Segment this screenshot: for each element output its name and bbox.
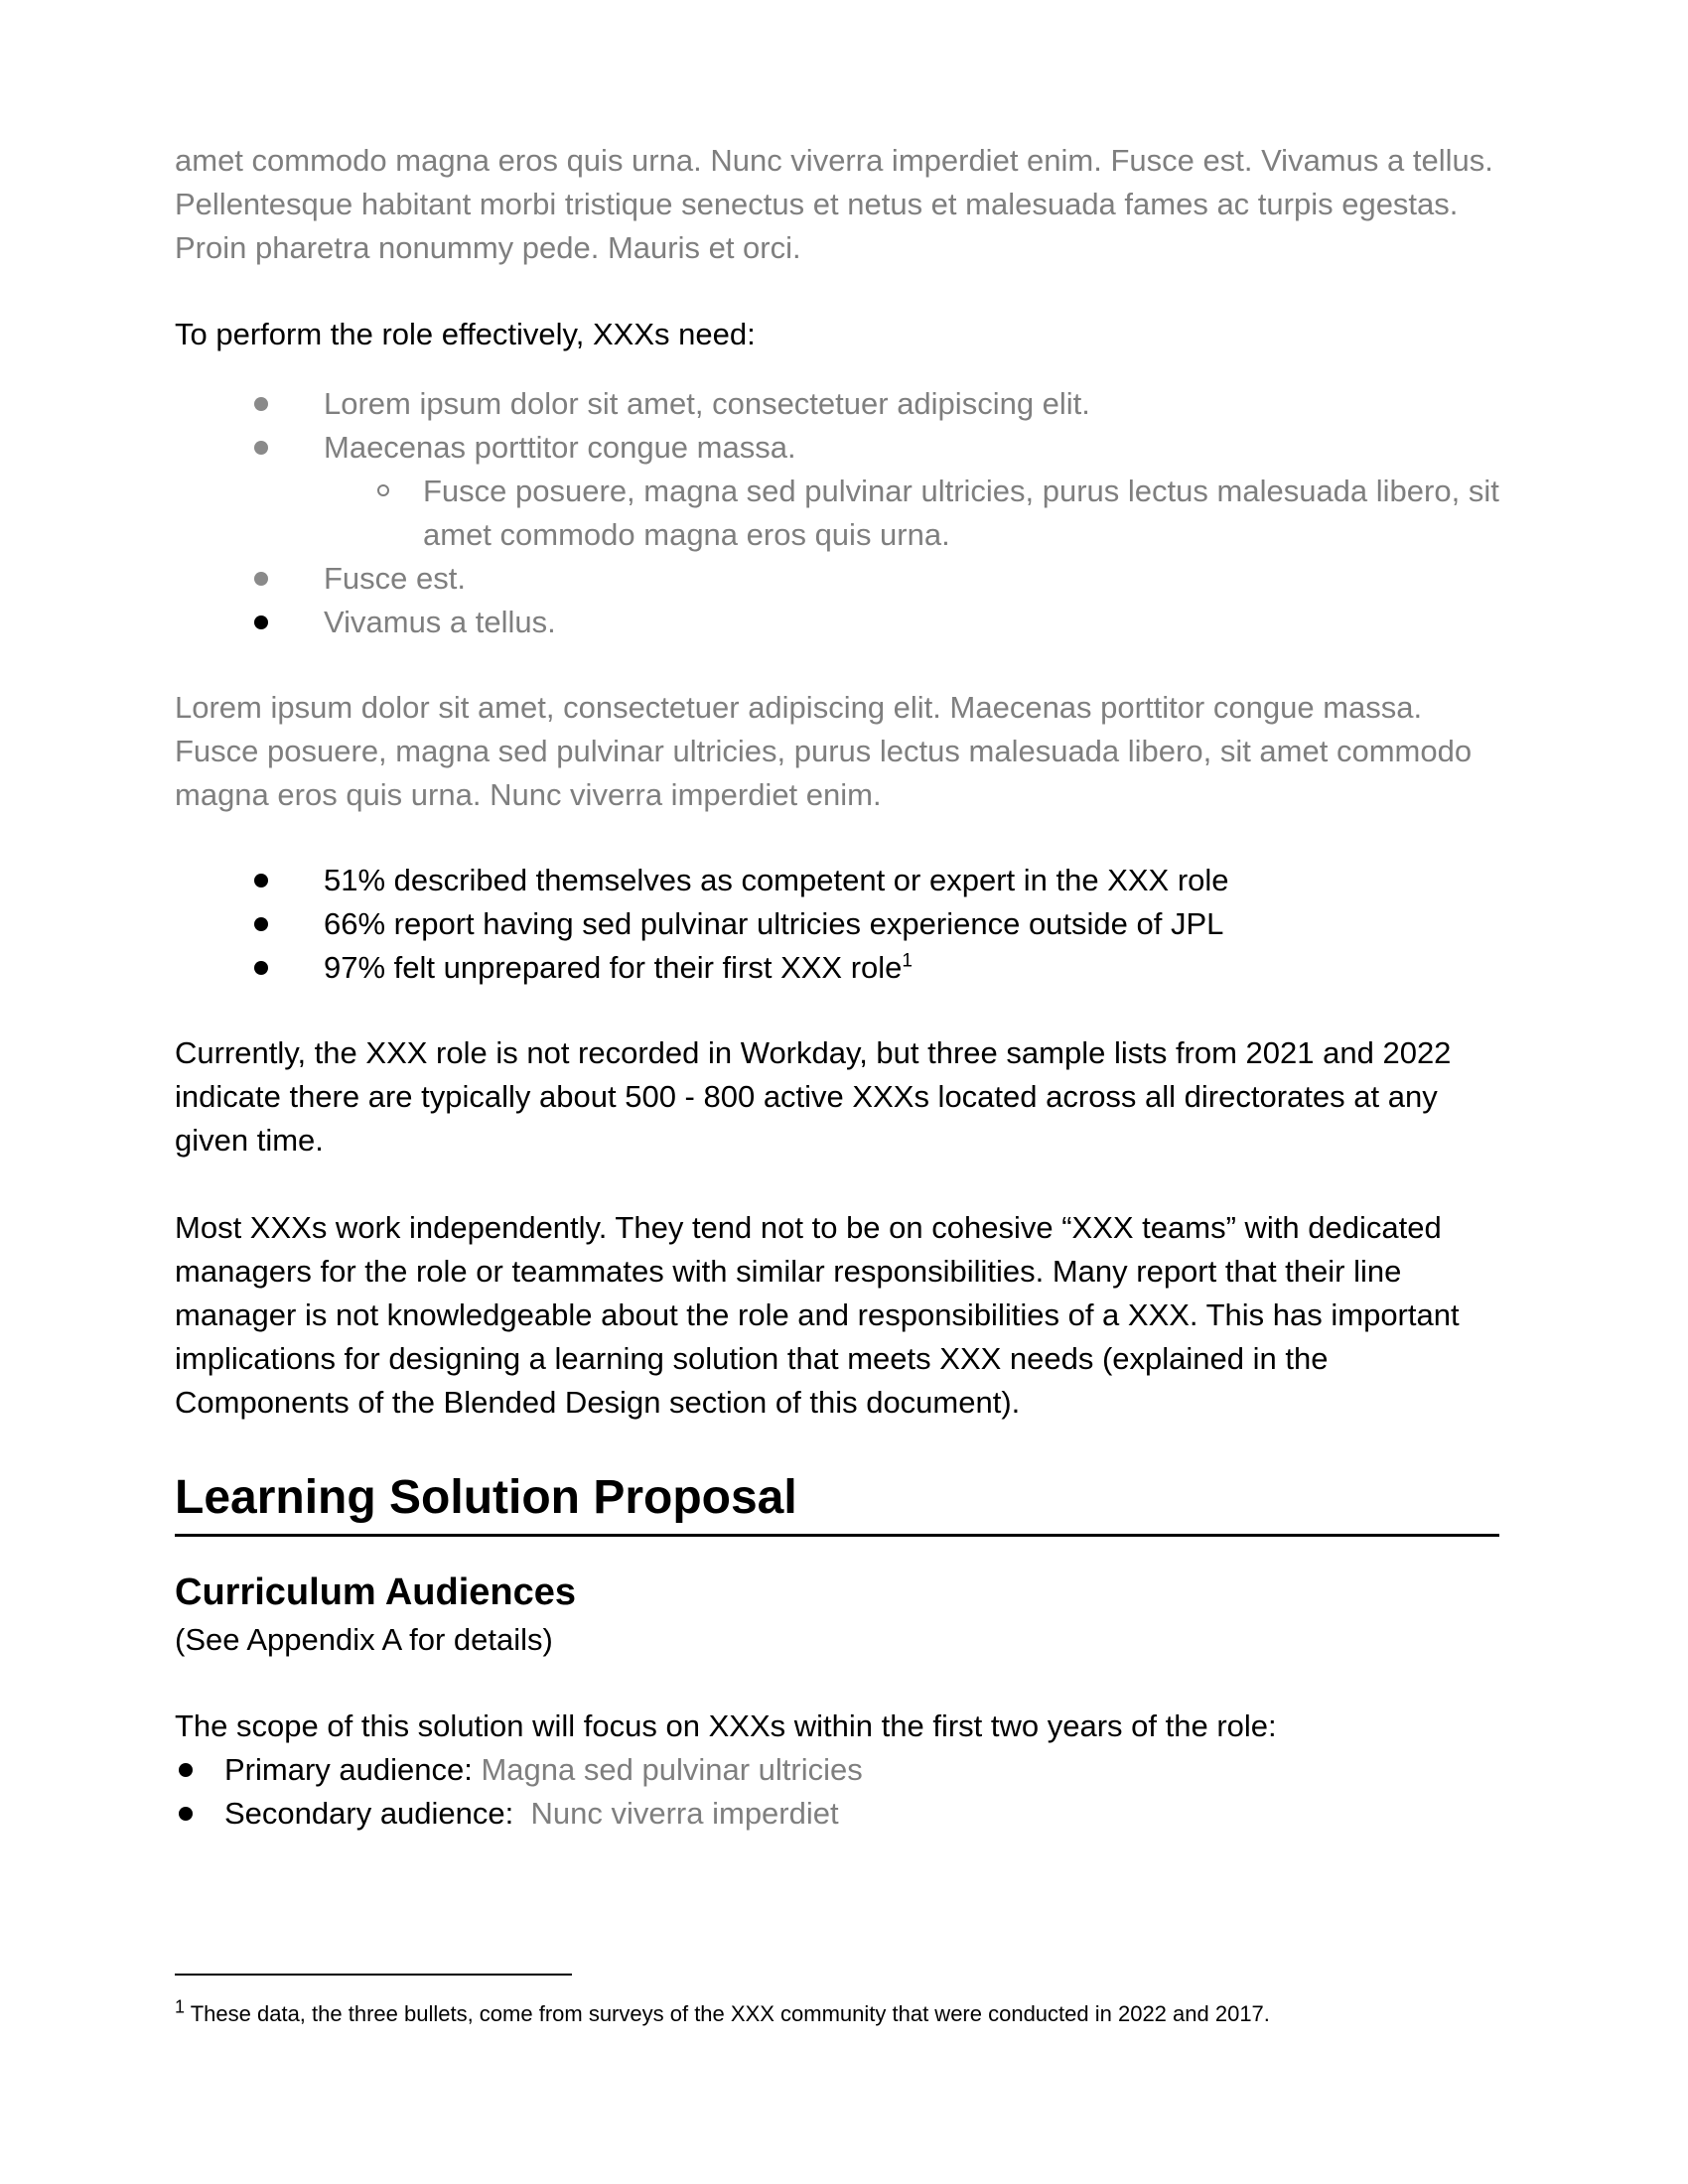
audience-list [175, 1748, 1505, 1836]
paragraph-role-count: Currently, the XXX role is not recorded in Workday, but three sample lists from 2021 and 2022 indicate there are typically about 500 - 800 active XXXs located across all directorates at any given time. [175, 1035, 1452, 1158]
list-item [175, 946, 1505, 990]
page-body [175, 139, 1505, 1836]
needs-list [175, 382, 1505, 644]
list-item-text: 97% felt unprepared for their first XXX role [324, 950, 903, 985]
list-item-text: Vivamus a tellus. [324, 605, 556, 639]
appendix-note: (See Appendix A for details) [175, 1622, 553, 1657]
section-heading: Learning Solution Proposal [175, 1468, 1499, 1537]
bullet-icon [254, 572, 268, 586]
list-item [175, 1748, 1505, 1792]
list-item [175, 426, 1505, 470]
bullet-icon [179, 1807, 193, 1821]
footnote-number: 1 [175, 1996, 186, 2017]
scope-intro: The scope of this solution will focus on XXXs within the first two years of the role: [175, 1708, 1277, 1743]
hollow-bullet-icon [377, 484, 389, 496]
paragraph-independence: Most XXXs work independently. They tend not to be on cohesive “XXX teams” with dedicated managers for the role or teammates with similar responsibilities. Many report that their line manager is not knowledgeable about the role and responsibilities of a XXX. This has important implications for designing a learning solution that meets XXX needs (explained in the Components of the Blended Design section of this document). [175, 1210, 1460, 1420]
list-item-text: Lorem ipsum dolor sit amet, consectetuer adipiscing elit. [324, 386, 1090, 421]
audience-value: Nunc viverra imperdiet [530, 1796, 839, 1831]
bullet-icon [254, 917, 268, 931]
bullet-icon [254, 397, 268, 411]
bullet-icon [254, 441, 268, 455]
footnote [175, 1997, 1505, 2031]
needs-intro: To perform the role effectively, XXXs need: [175, 317, 756, 351]
footnote-reference[interactable]: 1 [902, 950, 913, 972]
bullet-icon [254, 874, 268, 887]
paragraph-lorem-continued: amet commodo magna eros quis urna. Nunc viverra imperdiet enim. Fusce est. Vivamus a tellus. Pellentesque habitant morbi tristique senectus et netus et malesuada fames ac turpis egestas. Proin pharetra nonummy pede. Mauris et orci. [175, 143, 1493, 265]
audience-value: Magna sed pulvinar ultricies [481, 1752, 863, 1787]
list-item-text: Fusce est. [324, 561, 466, 596]
list-item [175, 859, 1505, 902]
list-item-text: Fusce posuere, magna sed pulvinar ultricies, purus lectus malesuada libero, sit amet commodo magna eros quis urna. [423, 474, 1499, 552]
audience-label: Secondary audience: [224, 1796, 514, 1831]
footnote-divider [175, 1974, 572, 1976]
list-item [175, 1792, 1505, 1836]
stats-list [175, 859, 1505, 990]
list-item-text: Maecenas porttitor congue massa. [324, 430, 796, 465]
sub-list-item [175, 470, 1505, 557]
list-item [175, 902, 1505, 946]
bullet-icon [254, 615, 268, 629]
bullet-icon [179, 1763, 193, 1777]
list-item [175, 382, 1505, 426]
audience-label: Primary audience: [224, 1752, 473, 1787]
list-item [175, 601, 1505, 644]
bullet-icon [254, 961, 268, 975]
list-item [175, 557, 1505, 601]
footnote-text: These data, the three bullets, come from surveys of the XXX community that were conducted in 2022 and 2017. [190, 2001, 1270, 2026]
list-item-text: 66% report having sed pulvinar ultricies experience outside of JPL [324, 906, 1224, 941]
subsection-heading: Curriculum Audiences [175, 1571, 577, 1613]
paragraph-lorem: Lorem ipsum dolor sit amet, consectetuer adipiscing elit. Maecenas porttitor congue massa. Fusce posuere, magna sed pulvinar ultricies, purus lectus malesuada libero, sit amet commodo magna eros quis urna. Nunc viverra imperdiet enim. [175, 690, 1473, 812]
list-item-text: 51% described themselves as competent or expert in the XXX role [324, 863, 1229, 897]
